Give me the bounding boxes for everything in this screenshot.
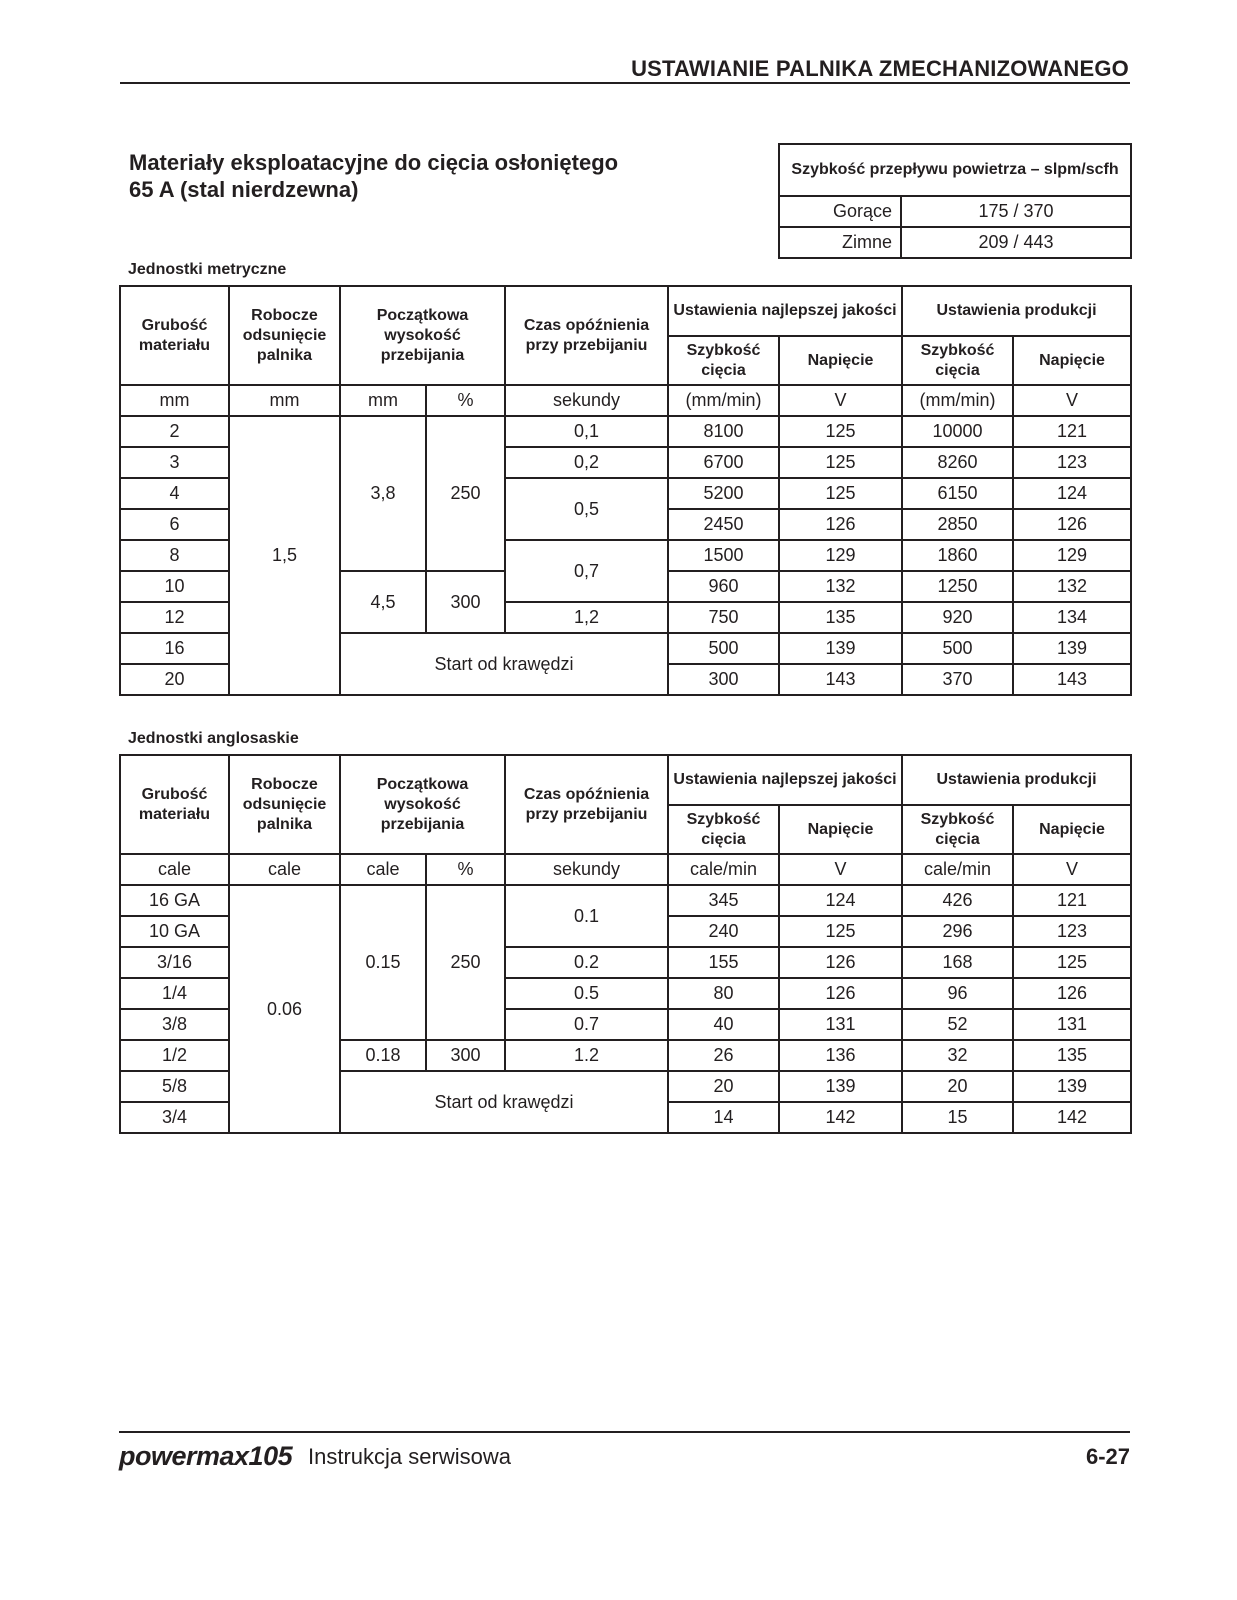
imperial-table [119,754,1132,1134]
prod-voltage-cell: 125 [1013,947,1131,978]
best-speed-cell: 1500 [668,540,779,571]
prod-speed-cell: 370 [902,664,1013,695]
best-voltage-cell: 126 [779,978,902,1009]
prod-voltage-cell: 123 [1013,916,1131,947]
unit-cell: cale/min [668,854,779,885]
page-header-title: USTAWIANIE PALNIKA ZMECHANIZOWANEGO [631,56,1129,81]
header-standoff: Robocze odsunięcie palnika [229,755,340,854]
thickness-cell: 3/16 [120,947,229,978]
best-voltage-cell: 129 [779,540,902,571]
best-voltage-cell: 124 [779,885,902,916]
airflow-header: Szybkość przepływu powietrza – slpm/scfh [779,144,1131,196]
best-speed-cell: 300 [668,664,779,695]
unit-cell: sekundy [505,385,668,416]
thickness-cell: 8 [120,540,229,571]
best-speed-cell: 14 [668,1102,779,1133]
header-pierce-delay: Czas opóźnienia przy przebijaniu [505,755,668,854]
pierce-delay-cell: 0.5 [505,978,668,1009]
airflow-value: 209 / 443 [901,227,1131,258]
edge-start-cell: Start od krawędzi [340,633,668,695]
thickness-cell: 1/4 [120,978,229,1009]
header-cut-speed: Szybkość cięcia [902,336,1013,385]
unit-cell: cale [120,854,229,885]
header-best-quality: Ustawienia najlepszej jakości [668,286,902,336]
thickness-cell: 2 [120,416,229,447]
prod-voltage-cell: 123 [1013,447,1131,478]
edge-start-cell: Start od krawędzi [340,1071,668,1133]
section-title [129,149,618,203]
thickness-cell: 10 [120,571,229,602]
prod-voltage-cell: 132 [1013,571,1131,602]
airflow-row [779,227,1131,258]
header-pierce-delay: Czas opóźnienia przy przebijaniu [505,286,668,385]
unit-cell: sekundy [505,854,668,885]
prod-voltage-cell: 139 [1013,633,1131,664]
section-title-line2: 65 A (stal nierdzewna) [129,177,359,202]
best-speed-cell: 960 [668,571,779,602]
unit-cell: cale/min [902,854,1013,885]
pierce-height-cell: 3,8 [340,416,426,571]
header-voltage: Napięcie [1013,336,1131,385]
best-speed-cell: 155 [668,947,779,978]
airflow-label: Gorące [779,196,901,227]
best-voltage-cell: 125 [779,478,902,509]
pierce-percent-cell: 300 [426,1040,505,1071]
pierce-percent-cell: 250 [426,416,505,571]
best-voltage-cell: 136 [779,1040,902,1071]
prod-speed-cell: 426 [902,885,1013,916]
unit-cell: mm [120,385,229,416]
prod-voltage-cell: 131 [1013,1009,1131,1040]
thickness-cell: 12 [120,602,229,633]
pierce-height-cell: 4,5 [340,571,426,633]
best-voltage-cell: 139 [779,633,902,664]
imperial-table-caption: Jednostki anglosaskie [128,730,299,747]
prod-voltage-cell: 142 [1013,1102,1131,1133]
best-speed-cell: 500 [668,633,779,664]
header-cut-speed: Szybkość cięcia [668,805,779,854]
page-number: 6-27 [1085,1444,1130,1469]
header-cut-speed: Szybkość cięcia [668,336,779,385]
prod-speed-cell: 15 [902,1102,1013,1133]
pierce-percent-cell: 300 [426,571,505,633]
pierce-delay-cell: 1.2 [505,1040,668,1071]
unit-cell: % [426,854,505,885]
thickness-cell: 10 GA [120,916,229,947]
thickness-cell: 6 [120,509,229,540]
pierce-delay-cell: 0.7 [505,1009,668,1040]
best-voltage-cell: 143 [779,664,902,695]
pierce-delay-cell: 0,2 [505,447,668,478]
table-row [120,416,1131,447]
pierce-delay-cell: 0,7 [505,540,668,602]
unit-cell: cale [340,854,426,885]
best-speed-cell: 20 [668,1071,779,1102]
prod-voltage-cell: 121 [1013,416,1131,447]
pierce-height-cell: 0.15 [340,885,426,1040]
airflow-row [779,196,1131,227]
pierce-delay-cell: 0,5 [505,478,668,540]
table-row [120,885,1131,916]
best-voltage-cell: 126 [779,509,902,540]
prod-speed-cell: 296 [902,916,1013,947]
best-speed-cell: 40 [668,1009,779,1040]
units-row [120,385,1131,416]
unit-cell: V [1013,854,1131,885]
header-cut-speed: Szybkość cięcia [902,805,1013,854]
thickness-cell: 1/2 [120,1040,229,1071]
prod-speed-cell: 2850 [902,509,1013,540]
prod-speed-cell: 8260 [902,447,1013,478]
best-speed-cell: 5200 [668,478,779,509]
prod-speed-cell: 500 [902,633,1013,664]
header-production: Ustawienia produkcji [902,286,1131,336]
thickness-cell: 16 [120,633,229,664]
prod-voltage-cell: 126 [1013,978,1131,1009]
header-pierce-height: Początkowa wysokość przebijania [340,286,505,385]
pierce-delay-cell: 0.2 [505,947,668,978]
best-speed-cell: 2450 [668,509,779,540]
thickness-cell: 3/4 [120,1102,229,1133]
prod-speed-cell: 1250 [902,571,1013,602]
prod-speed-cell: 52 [902,1009,1013,1040]
header-voltage: Napięcie [779,336,902,385]
section-title-line1: Materiały eksploatacyjne do cięcia osłoniętego [129,150,619,175]
prod-speed-cell: 20 [902,1071,1013,1102]
prod-voltage-cell: 124 [1013,478,1131,509]
thickness-cell: 3 [120,447,229,478]
header-pierce-height: Początkowa wysokość przebijania [340,755,505,854]
header-production: Ustawienia produkcji [902,755,1131,805]
prod-speed-cell: 96 [902,978,1013,1009]
best-voltage-cell: 131 [779,1009,902,1040]
unit-cell: (mm/min) [902,385,1013,416]
pierce-delay-cell: 0,1 [505,416,668,447]
header-divider [120,82,1130,84]
best-speed-cell: 345 [668,885,779,916]
document-name: Instrukcja serwisowa [308,1444,511,1469]
unit-cell: V [779,385,902,416]
prod-speed-cell: 10000 [902,416,1013,447]
prod-voltage-cell: 126 [1013,509,1131,540]
prod-voltage-cell: 143 [1013,664,1131,695]
airflow-value: 175 / 370 [901,196,1131,227]
metric-table-caption: Jednostki metryczne [128,261,287,278]
prod-speed-cell: 6150 [902,478,1013,509]
thickness-cell: 20 [120,664,229,695]
unit-cell: cale [229,854,340,885]
prod-voltage-cell: 121 [1013,885,1131,916]
best-voltage-cell: 125 [779,447,902,478]
best-voltage-cell: 142 [779,1102,902,1133]
pierce-percent-cell: 250 [426,885,505,1040]
units-row [120,854,1131,885]
header-thickness: Grubość materiału [120,755,229,854]
header-best-quality: Ustawienia najlepszej jakości [668,755,902,805]
unit-cell: (mm/min) [668,385,779,416]
unit-cell: V [1013,385,1131,416]
best-voltage-cell: 125 [779,916,902,947]
header-voltage: Napięcie [779,805,902,854]
unit-cell: V [779,854,902,885]
best-voltage-cell: 139 [779,1071,902,1102]
airflow-table [778,143,1132,259]
header-standoff: Robocze odsunięcie palnika [229,286,340,385]
best-speed-cell: 750 [668,602,779,633]
best-voltage-cell: 126 [779,947,902,978]
best-speed-cell: 8100 [668,416,779,447]
airflow-label: Zimne [779,227,901,258]
unit-cell: % [426,385,505,416]
header-thickness: Grubość materiału [120,286,229,385]
prod-speed-cell: 920 [902,602,1013,633]
thickness-cell: 4 [120,478,229,509]
best-speed-cell: 6700 [668,447,779,478]
prod-voltage-cell: 135 [1013,1040,1131,1071]
prod-speed-cell: 168 [902,947,1013,978]
prod-speed-cell: 32 [902,1040,1013,1071]
header-voltage: Napięcie [1013,805,1131,854]
best-voltage-cell: 132 [779,571,902,602]
pierce-delay-cell: 0.1 [505,885,668,947]
best-speed-cell: 26 [668,1040,779,1071]
standoff-cell: 1,5 [229,416,340,695]
prod-voltage-cell: 134 [1013,602,1131,633]
unit-cell: mm [340,385,426,416]
pierce-delay-cell: 1,2 [505,602,668,633]
best-voltage-cell: 135 [779,602,902,633]
footer-divider [119,1431,1130,1433]
unit-cell: mm [229,385,340,416]
standoff-cell: 0.06 [229,885,340,1133]
prod-speed-cell: 1860 [902,540,1013,571]
best-voltage-cell: 125 [779,416,902,447]
thickness-cell: 3/8 [120,1009,229,1040]
metric-table [119,285,1132,696]
prod-voltage-cell: 129 [1013,540,1131,571]
brand-logo: powermax105 [119,1441,293,1471]
thickness-cell: 5/8 [120,1071,229,1102]
pierce-height-cell: 0.18 [340,1040,426,1071]
best-speed-cell: 240 [668,916,779,947]
best-speed-cell: 80 [668,978,779,1009]
prod-voltage-cell: 139 [1013,1071,1131,1102]
thickness-cell: 16 GA [120,885,229,916]
